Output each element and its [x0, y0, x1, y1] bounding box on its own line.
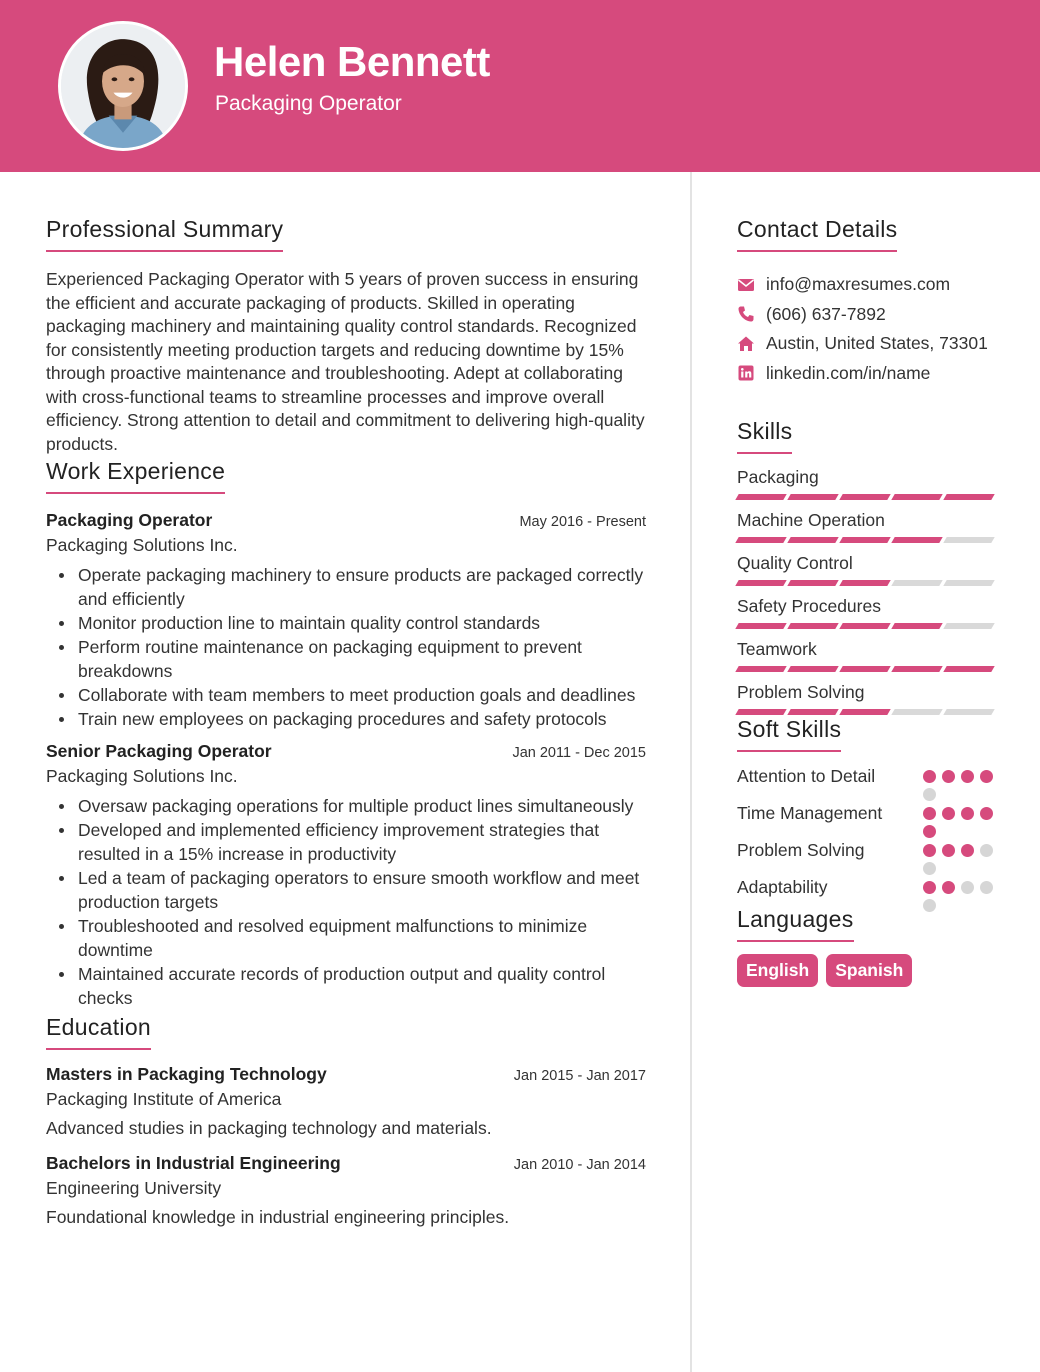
skill-level-filled	[891, 537, 942, 543]
linkedin-icon	[737, 364, 755, 382]
skill-item	[737, 636, 999, 679]
resume-header	[0, 0, 1040, 172]
skill-level-bar	[737, 666, 999, 679]
education-description: Foundational knowledge in industrial engineering principles.	[46, 1207, 510, 1227]
skill-level-filled	[839, 537, 890, 543]
skill-item	[737, 507, 999, 550]
email-text: info@maxresumes.com	[766, 274, 951, 295]
skill-level-filled	[839, 666, 890, 672]
soft-skill-name: Attention to Detail	[737, 766, 876, 786]
soft-skills-heading: Soft Skills	[737, 716, 841, 752]
rating-dot-filled	[961, 807, 974, 820]
skill-level-filled	[787, 580, 838, 586]
job-title: Senior Packaging Operator	[46, 741, 272, 761]
sidebar-column	[737, 216, 999, 987]
skill-name: Teamwork	[737, 639, 817, 659]
soft-skill-rating	[923, 875, 999, 912]
skill-name: Safety Procedures	[737, 596, 881, 616]
skill-level-bar	[737, 623, 999, 636]
job-bullet: Train new employees on packaging procedures and safety protocols	[46, 707, 646, 731]
job-company: Packaging Solutions Inc.	[46, 766, 238, 786]
language-badge: English	[737, 954, 818, 987]
rating-dot-empty	[923, 862, 936, 875]
home-icon	[737, 335, 755, 353]
experience-heading: Work Experience	[46, 458, 225, 494]
envelope-icon	[737, 276, 755, 294]
rating-dot-filled	[942, 770, 955, 783]
skill-level-filled	[735, 580, 786, 586]
soft-skill-rating	[923, 801, 999, 838]
soft-skill-item	[737, 838, 999, 875]
skill-level-filled	[839, 580, 890, 586]
rating-dot-filled	[942, 881, 955, 894]
main-column	[46, 216, 646, 1242]
address-text: Austin, United States, 73301	[766, 333, 988, 354]
skill-level-filled	[839, 494, 890, 500]
rating-dot-filled	[961, 844, 974, 857]
skill-level-empty	[943, 537, 994, 543]
rating-dot-filled	[923, 881, 936, 894]
job-bullet: Monitor production line to maintain quality control standards	[46, 611, 646, 635]
candidate-name: Helen Bennett	[214, 38, 490, 85]
rating-dot-empty	[923, 899, 936, 912]
skill-level-empty	[943, 709, 994, 715]
school-name: Packaging Institute of America	[46, 1089, 282, 1109]
skill-item	[737, 593, 999, 636]
job-date: May 2016 - Present	[519, 514, 646, 530]
skill-level-filled	[891, 666, 942, 672]
phone-text: (606) 637-7892	[766, 303, 886, 324]
job-title: Packaging Operator	[46, 510, 213, 530]
skills-list	[737, 464, 999, 722]
skill-name: Machine Operation	[737, 510, 885, 530]
skill-level-filled	[943, 494, 994, 500]
summary-text: Experienced Packaging Operator with 5 years of proven success in ensuring the efficient and accurate packaging of products. Skilled in operating packaging machinery and maintaining quality control standards. Recognized for consistently meeting production targets and reducing downtime by 15% through proactive maintenance and troubleshooting. Adept at collaborating with cross-functional teams to streamline processes and improve overall efficiency. Strong attention to detail and commitment to delivering high-quality products.	[46, 269, 645, 454]
rating-dot-empty	[923, 788, 936, 801]
education-entry	[46, 1064, 646, 1139]
contact-heading: Contact Details	[737, 216, 897, 252]
job-bullets	[46, 563, 646, 731]
rating-dot-filled	[980, 807, 993, 820]
languages-list	[737, 954, 999, 987]
rating-dot-empty	[961, 881, 974, 894]
skill-level-empty	[891, 580, 942, 586]
job-bullet: Troubleshooted and resolved equipment malfunctions to minimize downtime	[46, 914, 646, 962]
skill-level-filled	[787, 709, 838, 715]
skill-level-filled	[735, 666, 786, 672]
rating-dot-filled	[923, 807, 936, 820]
job-entry	[46, 741, 646, 1010]
degree-title: Bachelors in Industrial Engineering	[46, 1153, 341, 1173]
education-date: Jan 2015 - Jan 2017	[513, 1068, 646, 1084]
soft-skill-item	[737, 801, 999, 838]
skills-heading: Skills	[737, 418, 792, 454]
school-name: Engineering University	[46, 1178, 222, 1198]
education-description: Advanced studies in packaging technology and materials.	[46, 1118, 492, 1138]
soft-skills-list	[737, 764, 999, 912]
job-bullet: Perform routine maintenance on packaging equipment to prevent breakdowns	[46, 635, 646, 683]
rating-dot-filled	[942, 844, 955, 857]
rating-dot-filled	[961, 770, 974, 783]
soft-skill-rating	[923, 764, 999, 801]
job-entry	[46, 510, 646, 731]
skill-level-empty	[943, 580, 994, 586]
job-bullet: Maintained accurate records of production output and quality control checks	[46, 962, 646, 1010]
skill-level-filled	[787, 623, 838, 629]
job-bullet: Oversaw packaging operations for multiple product lines simultaneously	[46, 794, 646, 818]
skill-level-filled	[735, 709, 786, 715]
soft-skill-rating	[923, 838, 999, 875]
skill-level-filled	[943, 666, 994, 672]
languages-heading: Languages	[737, 906, 854, 942]
rating-dot-empty	[980, 844, 993, 857]
skill-name: Problem Solving	[737, 682, 865, 702]
skill-level-filled	[787, 494, 838, 500]
rating-dot-filled	[942, 807, 955, 820]
soft-skill-name: Time Management	[737, 803, 883, 823]
column-divider	[690, 172, 692, 1372]
skill-level-empty	[943, 623, 994, 629]
rating-dot-filled	[923, 844, 936, 857]
job-bullet: Developed and implemented efficiency improvement strategies that resulted in a 15% increase in productivity	[46, 818, 646, 866]
contact-phone[interactable]	[737, 300, 999, 330]
contact-linkedin[interactable]	[737, 359, 999, 389]
skill-level-bar	[737, 537, 999, 550]
job-bullet: Led a team of packaging operators to ensure smooth workflow and meet production targets	[46, 866, 646, 914]
job-bullets	[46, 794, 646, 1010]
skill-name: Packaging	[737, 467, 819, 487]
contact-address	[737, 329, 999, 359]
skill-level-filled	[891, 623, 942, 629]
phone-icon	[737, 305, 755, 323]
skill-level-filled	[787, 537, 838, 543]
language-badge: Spanish	[826, 954, 912, 987]
contact-email[interactable]	[737, 270, 999, 300]
skill-level-bar	[737, 580, 999, 593]
skill-item	[737, 550, 999, 593]
skill-item	[737, 464, 999, 507]
education-heading: Education	[46, 1014, 151, 1050]
skill-level-bar	[737, 494, 999, 507]
job-bullet: Collaborate with team members to meet production goals and deadlines	[46, 683, 646, 707]
skill-level-empty	[891, 709, 942, 715]
job-company: Packaging Solutions Inc.	[46, 535, 238, 555]
rating-dot-filled	[923, 770, 936, 783]
soft-skill-name: Adaptability	[737, 877, 828, 897]
candidate-title: Packaging Operator	[215, 92, 402, 115]
job-bullet: Operate packaging machinery to ensure products are packaged correctly and efficiently	[46, 563, 646, 611]
linkedin-text: linkedin.com/in/name	[766, 362, 931, 383]
rating-dot-filled	[980, 770, 993, 783]
skill-level-filled	[839, 623, 890, 629]
skill-level-filled	[735, 623, 786, 629]
skill-level-filled	[891, 494, 942, 500]
skill-level-filled	[735, 494, 786, 500]
skill-name: Quality Control	[737, 553, 853, 573]
soft-skill-name: Problem Solving	[737, 840, 865, 860]
education-date: Jan 2010 - Jan 2014	[513, 1157, 646, 1173]
rating-dot-filled	[923, 825, 936, 838]
job-date: Jan 2011 - Dec 2015	[512, 745, 646, 761]
soft-skill-item	[737, 764, 999, 801]
skill-level-filled	[735, 537, 786, 543]
summary-heading: Professional Summary	[46, 216, 283, 252]
degree-title: Masters in Packaging Technology	[46, 1064, 327, 1084]
skill-level-filled	[787, 666, 838, 672]
rating-dot-empty	[980, 881, 993, 894]
education-entry	[46, 1153, 646, 1228]
person-portrait-icon	[61, 24, 185, 148]
profile-photo	[58, 21, 188, 151]
skill-level-filled	[839, 709, 890, 715]
